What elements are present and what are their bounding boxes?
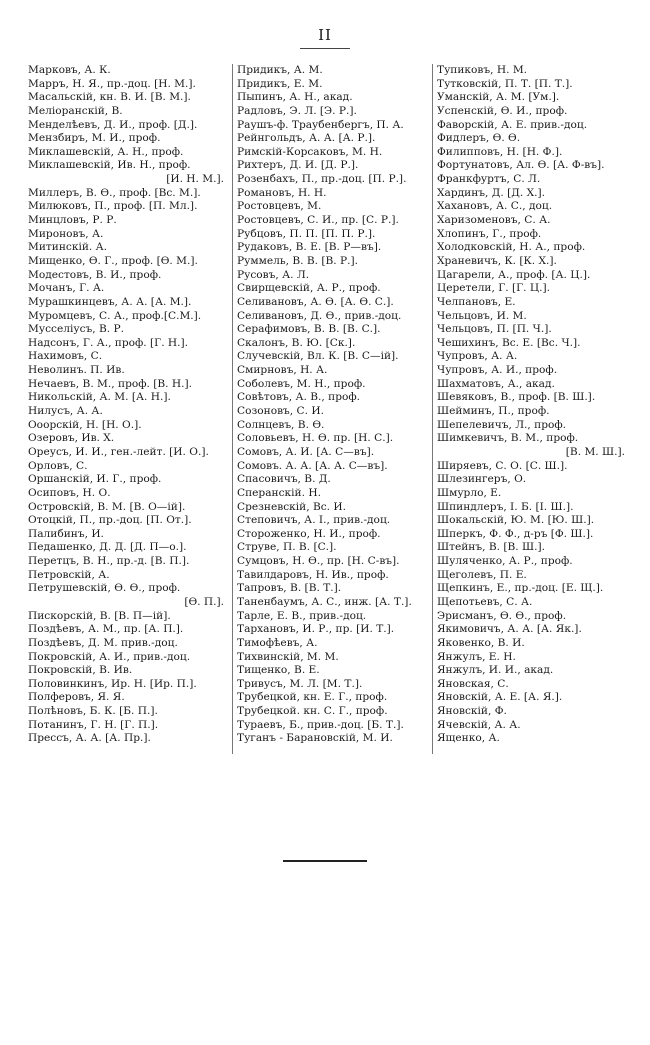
index-entry: Поздѣевъ, Д. М. прив.-доц. (28, 636, 178, 649)
index-entry: Никольскій, А. М. [А. Н.]. (28, 391, 171, 404)
index-entry: Оршанскій, И. Г., проф. (28, 473, 162, 486)
index-entry: Шуляченко, А. Р., проф. (437, 555, 573, 568)
index-entry: Туганъ - Барановскій, М. И. (237, 732, 393, 745)
index-entry-continuation: [Ѳ. П.]. (184, 595, 224, 608)
index-entry: Рихтеръ, Д. И. [Д. Р.]. (237, 159, 359, 172)
index-entry: Успенскій, Ѳ. И., проф. (437, 104, 568, 117)
index-entry: Тищенко, В. Е. (237, 664, 320, 677)
index-entry: Половинкинъ, Ир. Н. [Ир. П.]. (28, 677, 197, 690)
index-entry: Шепелевичъ, Л., проф. (437, 418, 567, 431)
index-entry: Шейминъ, П., проф. (437, 405, 550, 418)
index-entry: Нилусъ, А. А. (28, 405, 103, 418)
index-entry: Яновскій, А. Е. [А. Я.]. (437, 691, 563, 704)
index-entry: Розенбахъ, П., пр.-доц. [П. Р.]. (237, 173, 407, 186)
index-entry: Франкфуртъ, С. Л. (437, 173, 541, 186)
index-entry: Фаворскій, А. Е. прив.-доц. (437, 118, 588, 131)
index-entry: Покровскій, В. Ив. (28, 664, 133, 677)
index-entry: Фортунатовъ, Ал. Ѳ. [А. Ф-въ]. (437, 159, 605, 172)
index-entry: Уманскій, А. М. [Ум.]. (437, 91, 560, 104)
index-entry: Яновская, С. (437, 677, 509, 690)
index-entry: Соловьевъ, Н. Ѳ. пр. [Н. С.]. (237, 432, 394, 445)
index-entry: Рудаковъ, В. Е. [В. Р—въ]. (237, 241, 382, 254)
index-entry: Тихвинскій, М. М. (237, 650, 339, 663)
index-entry: Холодковскій, Н. А., проф. (437, 241, 586, 254)
index-entry: Поздѣевъ, А. М., пр. [А. П.]. (28, 623, 184, 636)
index-entry: Цагарели, А., проф. [А. Ц.]. (437, 268, 591, 281)
index-entry: Ячевскій, А. А. (437, 718, 521, 731)
index-entry: Меліоранскій, В. (28, 104, 123, 117)
index-entry: Тимофѣевъ, А. (237, 636, 318, 649)
index-entry: Щепкинъ, Е., пр.-доц. [Е. Щ.]. (437, 582, 604, 595)
index-entry: Хлопинъ, Г., проф. (437, 227, 542, 240)
index-entry: Солнцевъ, В. Ѳ. (237, 418, 325, 431)
index-entry: Педашенко, Д. Д. [Д. П—о.]. (28, 541, 187, 554)
index-entry: Палибинъ, И. (28, 527, 104, 540)
index-entry: Пыпинъ, А. Н., акад. (237, 91, 353, 104)
index-entry: Мензбиръ, М. И., проф. (28, 132, 161, 145)
index-entry: Щепотьевъ, С. А. (437, 595, 533, 608)
index-entry: Мироновъ, А. (28, 227, 104, 240)
index-entry: Шперкъ, Ф. Ф., д-ръ [Ф. Ш.]. (437, 527, 594, 540)
top-rule (300, 48, 350, 49)
index-entry: Сперанскій. Н. (237, 486, 321, 499)
index-entry: Чупровъ, А. И., проф. (437, 364, 558, 377)
index-entry: Шмурло, Е. (437, 486, 502, 499)
index-entry: Потанинъ, Г. Н. [Г. П.]. (28, 718, 159, 731)
index-columns (28, 64, 628, 754)
index-entry: Рейнгольдъ, А. А. [А. Р.]. (237, 132, 376, 145)
index-entry: Чельцовъ, П. [П. Ч.]. (437, 323, 552, 336)
index-entry: Надсонъ, Г. А., проф. [Г. Н.]. (28, 336, 189, 349)
page-number: II (318, 26, 332, 44)
index-entry: Романовъ, Н. Н. (237, 186, 327, 199)
index-entry: Совѣтовъ, А. В., проф. (237, 391, 361, 404)
index-entry: Марръ, Н. Я., пр.-доц. [Н. М.]. (28, 77, 196, 90)
index-entry: Неволинъ. П. Ив. (28, 364, 125, 377)
index-entry: Придикъ, Е. М. (237, 77, 323, 90)
index-entry: Отоцкій, П., пр.-доц. [П. От.]. (28, 514, 192, 527)
index-entry: Покровскій, А. И., прив.-доц. (28, 650, 191, 663)
index-column-1 (28, 64, 228, 754)
index-entry-continuation: [И. Н. М.]. (166, 173, 224, 186)
index-entry: Тархановъ, И. Р., пр. [И. Т.]. (237, 623, 395, 636)
index-column-3 (432, 64, 629, 754)
index-entry: Шлезингеръ, О. (437, 473, 527, 486)
index-entry: Харизоменовъ, С. А. (437, 214, 551, 227)
index-entry: Милюковъ, П., проф. [П. Мл.]. (28, 200, 198, 213)
index-entry: Ореусъ, И. И., ген.-лейт. [И. О.]. (28, 445, 209, 458)
index-entry: Селивановъ, А. Ѳ. [А. Ѳ. С.]. (237, 295, 394, 308)
index-entry: Тавилдаровъ, Н. Ив., проф. (237, 568, 389, 581)
index-entry: Фидлеръ, Ѳ. Ѳ. (437, 132, 521, 145)
index-entry: Ростовцевъ, М. (237, 200, 322, 213)
index-entry: Тарле, Е. В., прив.-доц. (237, 609, 367, 622)
index-entry: Озеровъ, Ив. Х. (28, 432, 115, 445)
index-entry: Янжулъ, И. И., акад. (437, 664, 554, 677)
index-entry: Храневичъ, К. [К. Х.]. (437, 254, 557, 267)
index-entry: Соболевъ, М. Н., проф. (237, 377, 366, 390)
index-entry: Случевскій, Вл. К. [В. С—ій]. (237, 350, 399, 363)
index-entry: Полферовъ, Я. Я. (28, 691, 125, 704)
index-entry: Мусселіусъ, В. Р. (28, 323, 124, 336)
index-entry: Ященко, А. (437, 732, 500, 745)
index-entry: Смирновъ, Н. А. (237, 364, 328, 377)
index-entry: Муромцевъ, С. А., проф.[С.М.]. (28, 309, 202, 322)
index-entry: Чельцовъ, И. М. (437, 309, 527, 322)
index-entry: Масальскій, кн. В. И. [В. М.]. (28, 91, 191, 104)
index-entry: Мочанъ, Г. А. (28, 282, 105, 295)
index-entry: Шахматовъ, А., акад. (437, 377, 555, 390)
index-entry: Петровскій, А. (28, 568, 110, 581)
index-entry: Прессъ, А. А. [А. Пр.]. (28, 732, 151, 745)
index-entry: Скалонъ, В. Ю. [Ск.]. (237, 336, 356, 349)
index-entry: Шевяковъ, В., проф. [В. Ш.]. (437, 391, 596, 404)
index-entry: Перетцъ, В. Н., пр.-д. [В. П.]. (28, 555, 190, 568)
index-entry: Филипповъ, Н. [Н. Ф.]. (437, 145, 563, 158)
index-column-2 (232, 64, 433, 754)
index-entry: Менделѣевъ, Д. И., проф. [Д.]. (28, 118, 198, 131)
index-entry: Митинскій. А. (28, 241, 108, 254)
index-entry: Рубцовъ, П. П. [П. П. Р.]. (237, 227, 376, 240)
index-entry: Штейнъ, В. [В. Ш.]. (437, 541, 545, 554)
index-entry: Хахановъ, А. С., доц. (437, 200, 553, 213)
index-entry: Трубецкой. кн. С. Г., проф. (237, 705, 388, 718)
index-entry: Ооорскій, Н. [Н. О.]. (28, 418, 142, 431)
index-entry: Миклашевскій, Ив. Н., проф. (28, 159, 191, 172)
index-entry: Степовичъ, А. І., прив.-доц. (237, 514, 391, 527)
index-entry: Свирщевскій, А. Р., проф. (237, 282, 381, 295)
index-entry: Островскій, В. М. [В. О—ій]. (28, 500, 186, 513)
index-entry: Серафимовъ, В. В. [В. С.]. (237, 323, 381, 336)
bottom-rule (283, 860, 367, 862)
index-entry: Спасовичъ, В. Д. (237, 473, 331, 486)
index-entry: Стороженко, Н. И., проф. (237, 527, 381, 540)
index-entry: Осиповъ, Н. О. (28, 486, 111, 499)
index-entry: Ширяевъ, С. О. [С. Ш.]. (437, 459, 568, 472)
index-entry: Тураевъ, Б., прив.-доц. [Б. Т.]. (237, 718, 404, 731)
index-entry: Русовъ, А. Л. (237, 268, 310, 281)
index-entry: Ростовцевъ, С. И., пр. [С. Р.]. (237, 214, 399, 227)
index-entry: Янжулъ, Е. Н. (437, 650, 516, 663)
index-entry: Петрушевскій, Ѳ. Ѳ., проф. (28, 582, 181, 595)
index-entry: Тупиковъ, Н. М. (437, 64, 528, 76)
index-entry: Нечаевъ, В. М., проф. [В. Н.]. (28, 377, 193, 390)
index-entry: Сомовъ. А. А. [А. А. С—въ]. (237, 459, 388, 472)
index-entry: Сумцовъ, Н. Ѳ., пр. [Н. С-въ]. (237, 555, 400, 568)
index-entry: Яковенко, В. И. (437, 636, 525, 649)
index-entry: Церетели, Г. [Г. Ц.]. (437, 282, 550, 295)
index-entry: Раушъ-ф. Траубенбергъ, П. А. (237, 118, 404, 131)
index-entry: Трубецкой, кн. Е. Г., проф. (237, 691, 388, 704)
index-entry: Минцловъ, Р. Р. (28, 214, 117, 227)
index-entry: Созоновъ, С. И. (237, 405, 324, 418)
index-entry: Якимовичъ, А. А. [А. Як.]. (437, 623, 582, 636)
index-entry: Миклашевскій, А. Н., проф. (28, 145, 184, 158)
index-entry: Полѣновъ, Б. К. [Б. П.]. (28, 705, 158, 718)
index-entry-continuation: [В. М. Ш.]. (565, 445, 625, 458)
index-entry: Шокальскій, Ю. М. [Ю. Ш.]. (437, 514, 595, 527)
index-entry: Римскій-Корсаковъ, М. Н. (237, 145, 383, 158)
index-entry: Придикъ, А. М. (237, 64, 323, 76)
index-entry: Шпиндлеръ, І. Б. [І. Ш.]. (437, 500, 574, 513)
index-entry: Чешихинъ, Вс. Е. [Вс. Ч.]. (437, 336, 581, 349)
index-entry: Тапровъ, В. [В. Т.]. (237, 582, 342, 595)
index-entry: Тривусъ, М. Л. [М. Т.]. (237, 677, 363, 690)
index-entry: Селивановъ, Д. Ѳ., прив.-доц. (237, 309, 402, 322)
index-entry: Мурашкинцевъ, А. А. [А. М.]. (28, 295, 192, 308)
index-entry: Яновскій, Ф. (437, 705, 507, 718)
index-entry: Сомовъ, А. И. [А. С—въ]. (237, 445, 375, 458)
index-entry: Марковъ, А. К. (28, 64, 111, 76)
index-entry: Шимкевичъ, В. М., проф. (437, 432, 579, 445)
index-entry: Тутковскій, П. Т. [П. Т.]. (437, 77, 573, 90)
index-entry: Срезневскій, Вс. И. (237, 500, 347, 513)
index-entry: Модестовъ, В. И., проф. (28, 268, 162, 281)
index-entry: Хардинъ, Д. [Д. Х.]. (437, 186, 545, 199)
index-entry: Нахимовъ, С. (28, 350, 103, 363)
index-entry: Орловъ, С. (28, 459, 88, 472)
index-entry: Челпановъ, Е. (437, 295, 516, 308)
index-entry: Мищенко, Ѳ. Г., проф. [Ѳ. М.]. (28, 254, 198, 267)
index-entry: Радловъ, Э. Л. [Э. Р.]. (237, 104, 357, 117)
index-entry: Пискорскій, В. [В. П—ій]. (28, 609, 171, 622)
index-entry: Таненбаумъ, А. С., инж. [А. Т.]. (237, 595, 412, 608)
index-entry: Миллеръ, В. Ѳ., проф. [Вс. М.]. (28, 186, 201, 199)
index-entry: Щеголевъ, П. Е. (437, 568, 527, 581)
index-entry: Струве, П. В. [С.]. (237, 541, 337, 554)
index-entry: Руммель, В. В. [В. Р.]. (237, 254, 359, 267)
index-entry: Чупровъ, А. А. (437, 350, 518, 363)
index-entry: Эрисманъ, Ѳ. Ѳ., проф. (437, 609, 567, 622)
